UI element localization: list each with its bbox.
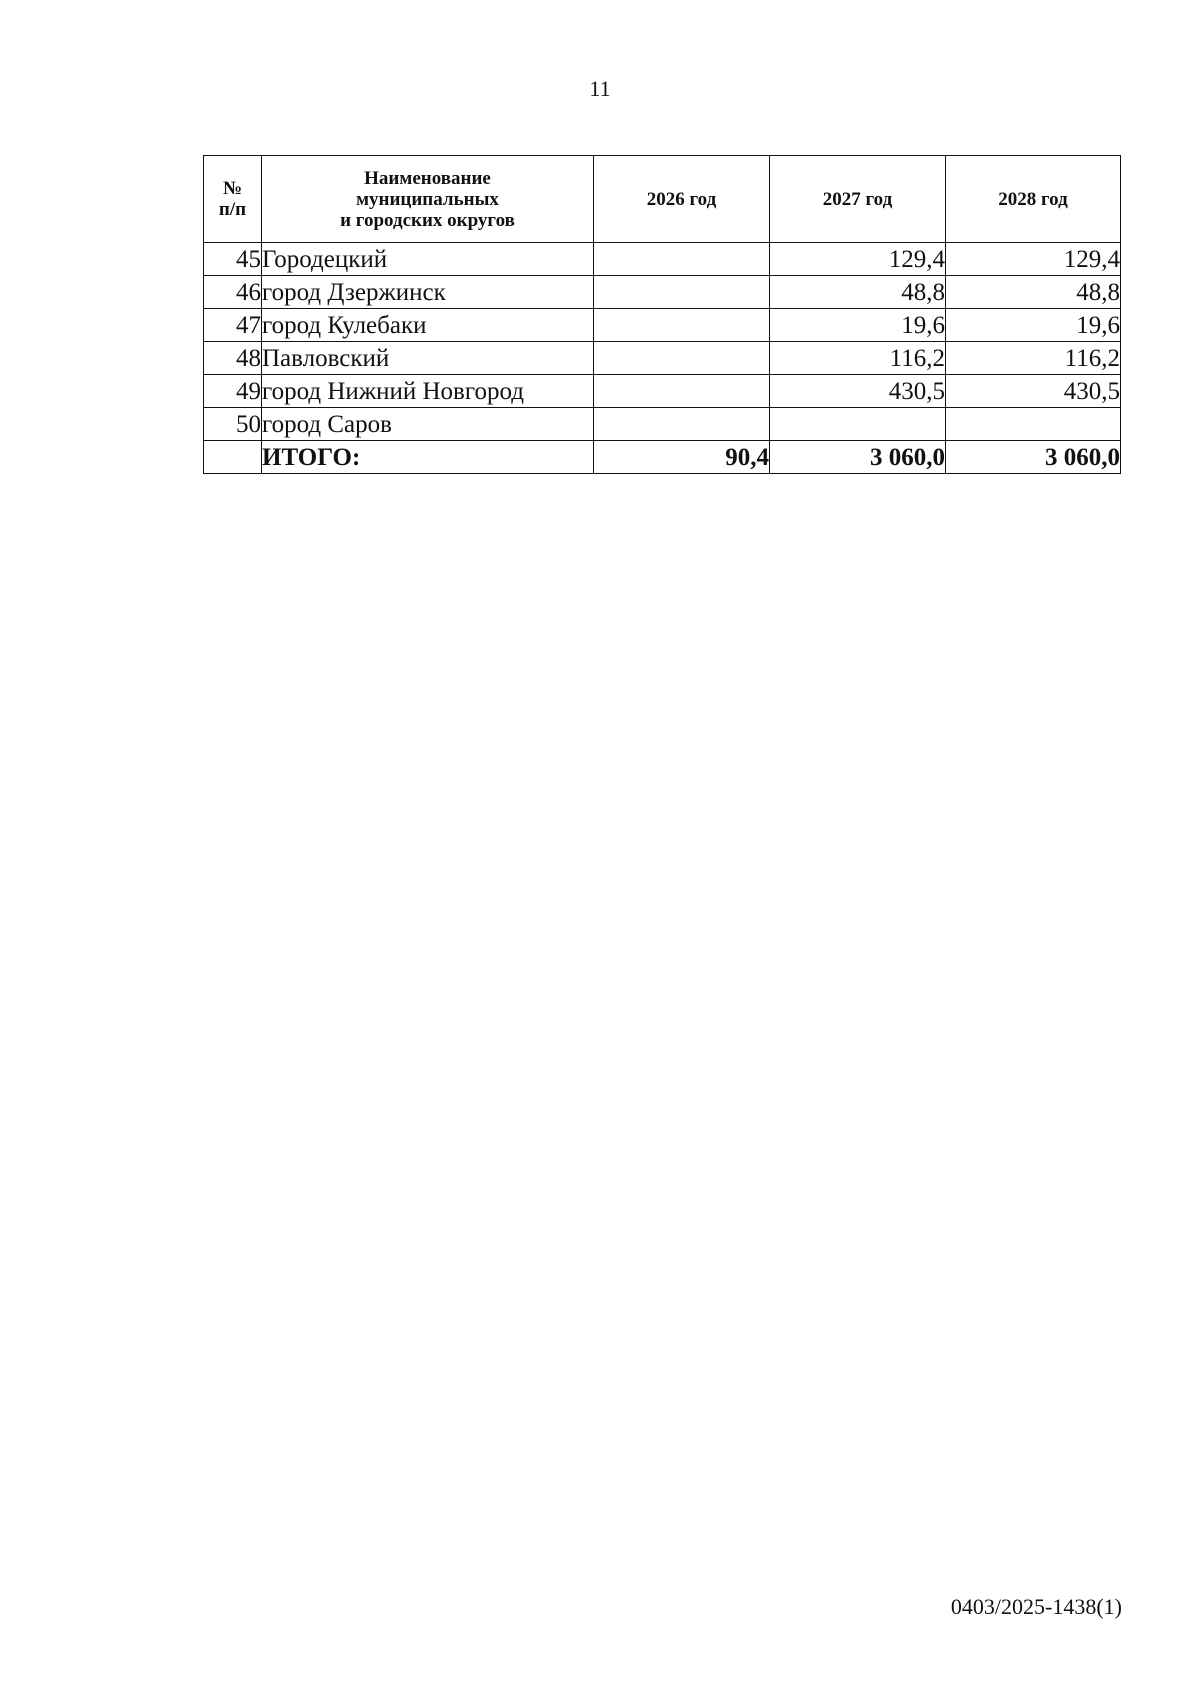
row-value-2027: 19,6	[770, 309, 946, 342]
row-number: 47	[204, 309, 262, 342]
header-name-line: муниципальных	[356, 188, 499, 210]
total-value-2026: 90,4	[594, 441, 770, 474]
header-name-line: Наименование	[364, 167, 491, 189]
row-value-2026	[594, 342, 770, 375]
row-value-2027: 129,4	[770, 243, 946, 276]
header-number-line: №	[222, 178, 243, 199]
row-name: город Дзержинск	[262, 276, 594, 309]
header-2028: 2028 год	[946, 156, 1121, 243]
table-row	[204, 309, 1121, 342]
row-name: город Кулебаки	[262, 309, 594, 342]
table-row	[204, 342, 1121, 375]
table-header-row	[204, 156, 1121, 243]
table-row	[204, 243, 1121, 276]
row-value-2027: 116,2	[770, 342, 946, 375]
row-value-2028: 48,8	[946, 276, 1121, 309]
row-value-2027: 48,8	[770, 276, 946, 309]
row-value-2028: 116,2	[946, 342, 1121, 375]
header-number-line: п/п	[218, 199, 247, 220]
document-code: 0403/2025-1438(1)	[950, 1594, 1122, 1619]
row-value-2028	[946, 408, 1121, 441]
header-name-line: и городских округов	[340, 209, 515, 231]
total-row	[204, 441, 1121, 474]
row-value-2026	[594, 375, 770, 408]
row-number: 49	[204, 375, 262, 408]
row-value-2028: 430,5	[946, 375, 1121, 408]
row-name: город Нижний Новгород	[262, 375, 594, 408]
row-name: Городецкий	[262, 243, 594, 276]
row-number: 45	[204, 243, 262, 276]
total-number-cell	[204, 441, 262, 474]
row-value-2028: 19,6	[946, 309, 1121, 342]
row-name: Павловский	[262, 342, 594, 375]
row-number: 46	[204, 276, 262, 309]
header-number	[204, 156, 262, 243]
total-label: ИТОГО:	[262, 441, 594, 474]
row-number: 48	[204, 342, 262, 375]
row-value-2026	[594, 243, 770, 276]
row-value-2028: 129,4	[946, 243, 1121, 276]
table-row	[204, 375, 1121, 408]
table-row	[204, 276, 1121, 309]
table-row	[204, 408, 1121, 441]
row-value-2026	[594, 408, 770, 441]
row-name: город Саров	[262, 408, 594, 441]
page-number: 11	[589, 76, 611, 101]
header-2027: 2027 год	[770, 156, 946, 243]
total-value-2028: 3 060,0	[946, 441, 1121, 474]
row-value-2026	[594, 309, 770, 342]
row-value-2027: 430,5	[770, 375, 946, 408]
header-name	[262, 156, 594, 243]
allocation-table	[203, 155, 1121, 474]
row-value-2026	[594, 276, 770, 309]
header-2026: 2026 год	[594, 156, 770, 243]
row-number: 50	[204, 408, 262, 441]
row-value-2027	[770, 408, 946, 441]
total-value-2027: 3 060,0	[770, 441, 946, 474]
